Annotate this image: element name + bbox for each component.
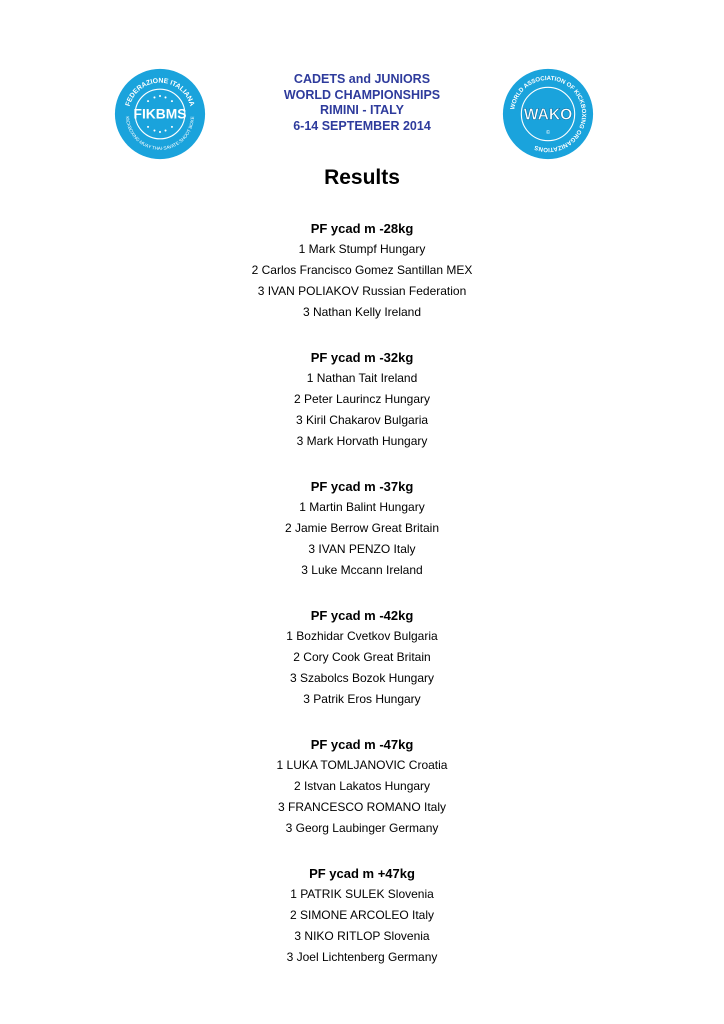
wako-center-text: WAKO	[523, 106, 573, 124]
category-block	[0, 347, 724, 452]
result-entry: 3 NIKO RITLOP Slovenia	[294, 929, 430, 943]
result-entry: 3 Kiril Chakarov Bulgaria	[295, 413, 429, 427]
result-entry: 2 Istvan Lakatos Hungary	[293, 779, 431, 793]
result-entry: 2 Carlos Francisco Gomez Santillan MEX	[251, 263, 473, 277]
fikbms-center-text: FIKBMS	[133, 106, 187, 122]
result-entry: 3 FRANCESCO ROMANO Italy	[277, 800, 447, 814]
result-entry: 3 IVAN POLIAKOV Russian Federation	[257, 284, 467, 298]
category-block	[0, 476, 724, 581]
result-entry: 3 Szabolcs Bozok Hungary	[289, 671, 435, 685]
result-entry: 1 Martin Balint Hungary	[299, 500, 425, 514]
results-list	[0, 218, 724, 992]
category-block	[0, 734, 724, 839]
wako-ring-text: WORLD ASSOCIATION OF KICKBOXING ORGANIZATIONS	[510, 75, 587, 153]
result-entry: 1 Nathan Tait Ireland	[306, 371, 418, 385]
event-line-category: CADETS and JUNIORS	[293, 72, 431, 86]
wako-logo	[502, 68, 594, 160]
category-block	[0, 218, 724, 323]
copyright-icon: ©	[545, 130, 551, 137]
result-entry: 2 Jamie Berrow Great Britain	[284, 521, 440, 535]
result-entry: 1 Bozhidar Cvetkov Bulgaria	[286, 629, 438, 643]
page-title: Results	[324, 166, 400, 189]
event-line-location: RIMINI - ITALY	[319, 103, 405, 117]
fikbms-ring-top-text: FEDERAZIONE ITALIANA	[124, 77, 196, 108]
result-entry: 2 Cory Cook Great Britain	[293, 650, 431, 664]
event-info	[236, 72, 488, 134]
category-title: PF ycad m +47kg	[309, 866, 415, 881]
result-entry: 3 Patrik Eros Hungary	[303, 692, 421, 706]
result-entry: 3 Nathan Kelly Ireland	[302, 305, 422, 319]
event-line-dates: 6-14 SEPTEMBER 2014	[293, 118, 431, 133]
event-line-title: WORLD CHAMPIONSHIPS	[283, 87, 441, 102]
result-entry: 3 Mark Horvath Hungary	[296, 434, 428, 448]
result-entry: 2 SIMONE ARCOLEO Italy	[289, 908, 435, 922]
result-entry: 3 Joel Lichtenberg Germany	[286, 950, 438, 964]
fikbms-ring-bottom-text: KICKBOXING·MUAY THAI·SAVATE·SHOOT BOXE	[124, 116, 196, 151]
document-header	[0, 0, 724, 170]
category-title: PF ycad m -32kg	[310, 350, 414, 365]
result-entry: 2 Peter Laurincz Hungary	[293, 392, 431, 406]
result-entry: 1 PATRIK SULEK Slovenia	[290, 887, 434, 901]
result-entry: 3 IVAN PENZO Italy	[308, 542, 416, 556]
category-title: PF ycad m -37kg	[310, 479, 414, 494]
result-entry: 3 Georg Laubinger Germany	[285, 821, 439, 835]
category-title: PF ycad m -28kg	[310, 221, 414, 236]
category-block	[0, 605, 724, 710]
category-title: PF ycad m -47kg	[310, 737, 414, 752]
result-entry: 1 LUKA TOMLJANOVIC Croatia	[276, 758, 448, 772]
category-title: PF ycad m -42kg	[310, 608, 414, 623]
result-entry: 3 Luke Mccann Ireland	[301, 563, 423, 577]
category-block	[0, 863, 724, 968]
fikbms-logo	[114, 68, 206, 160]
result-entry: 1 Mark Stumpf Hungary	[298, 242, 426, 256]
